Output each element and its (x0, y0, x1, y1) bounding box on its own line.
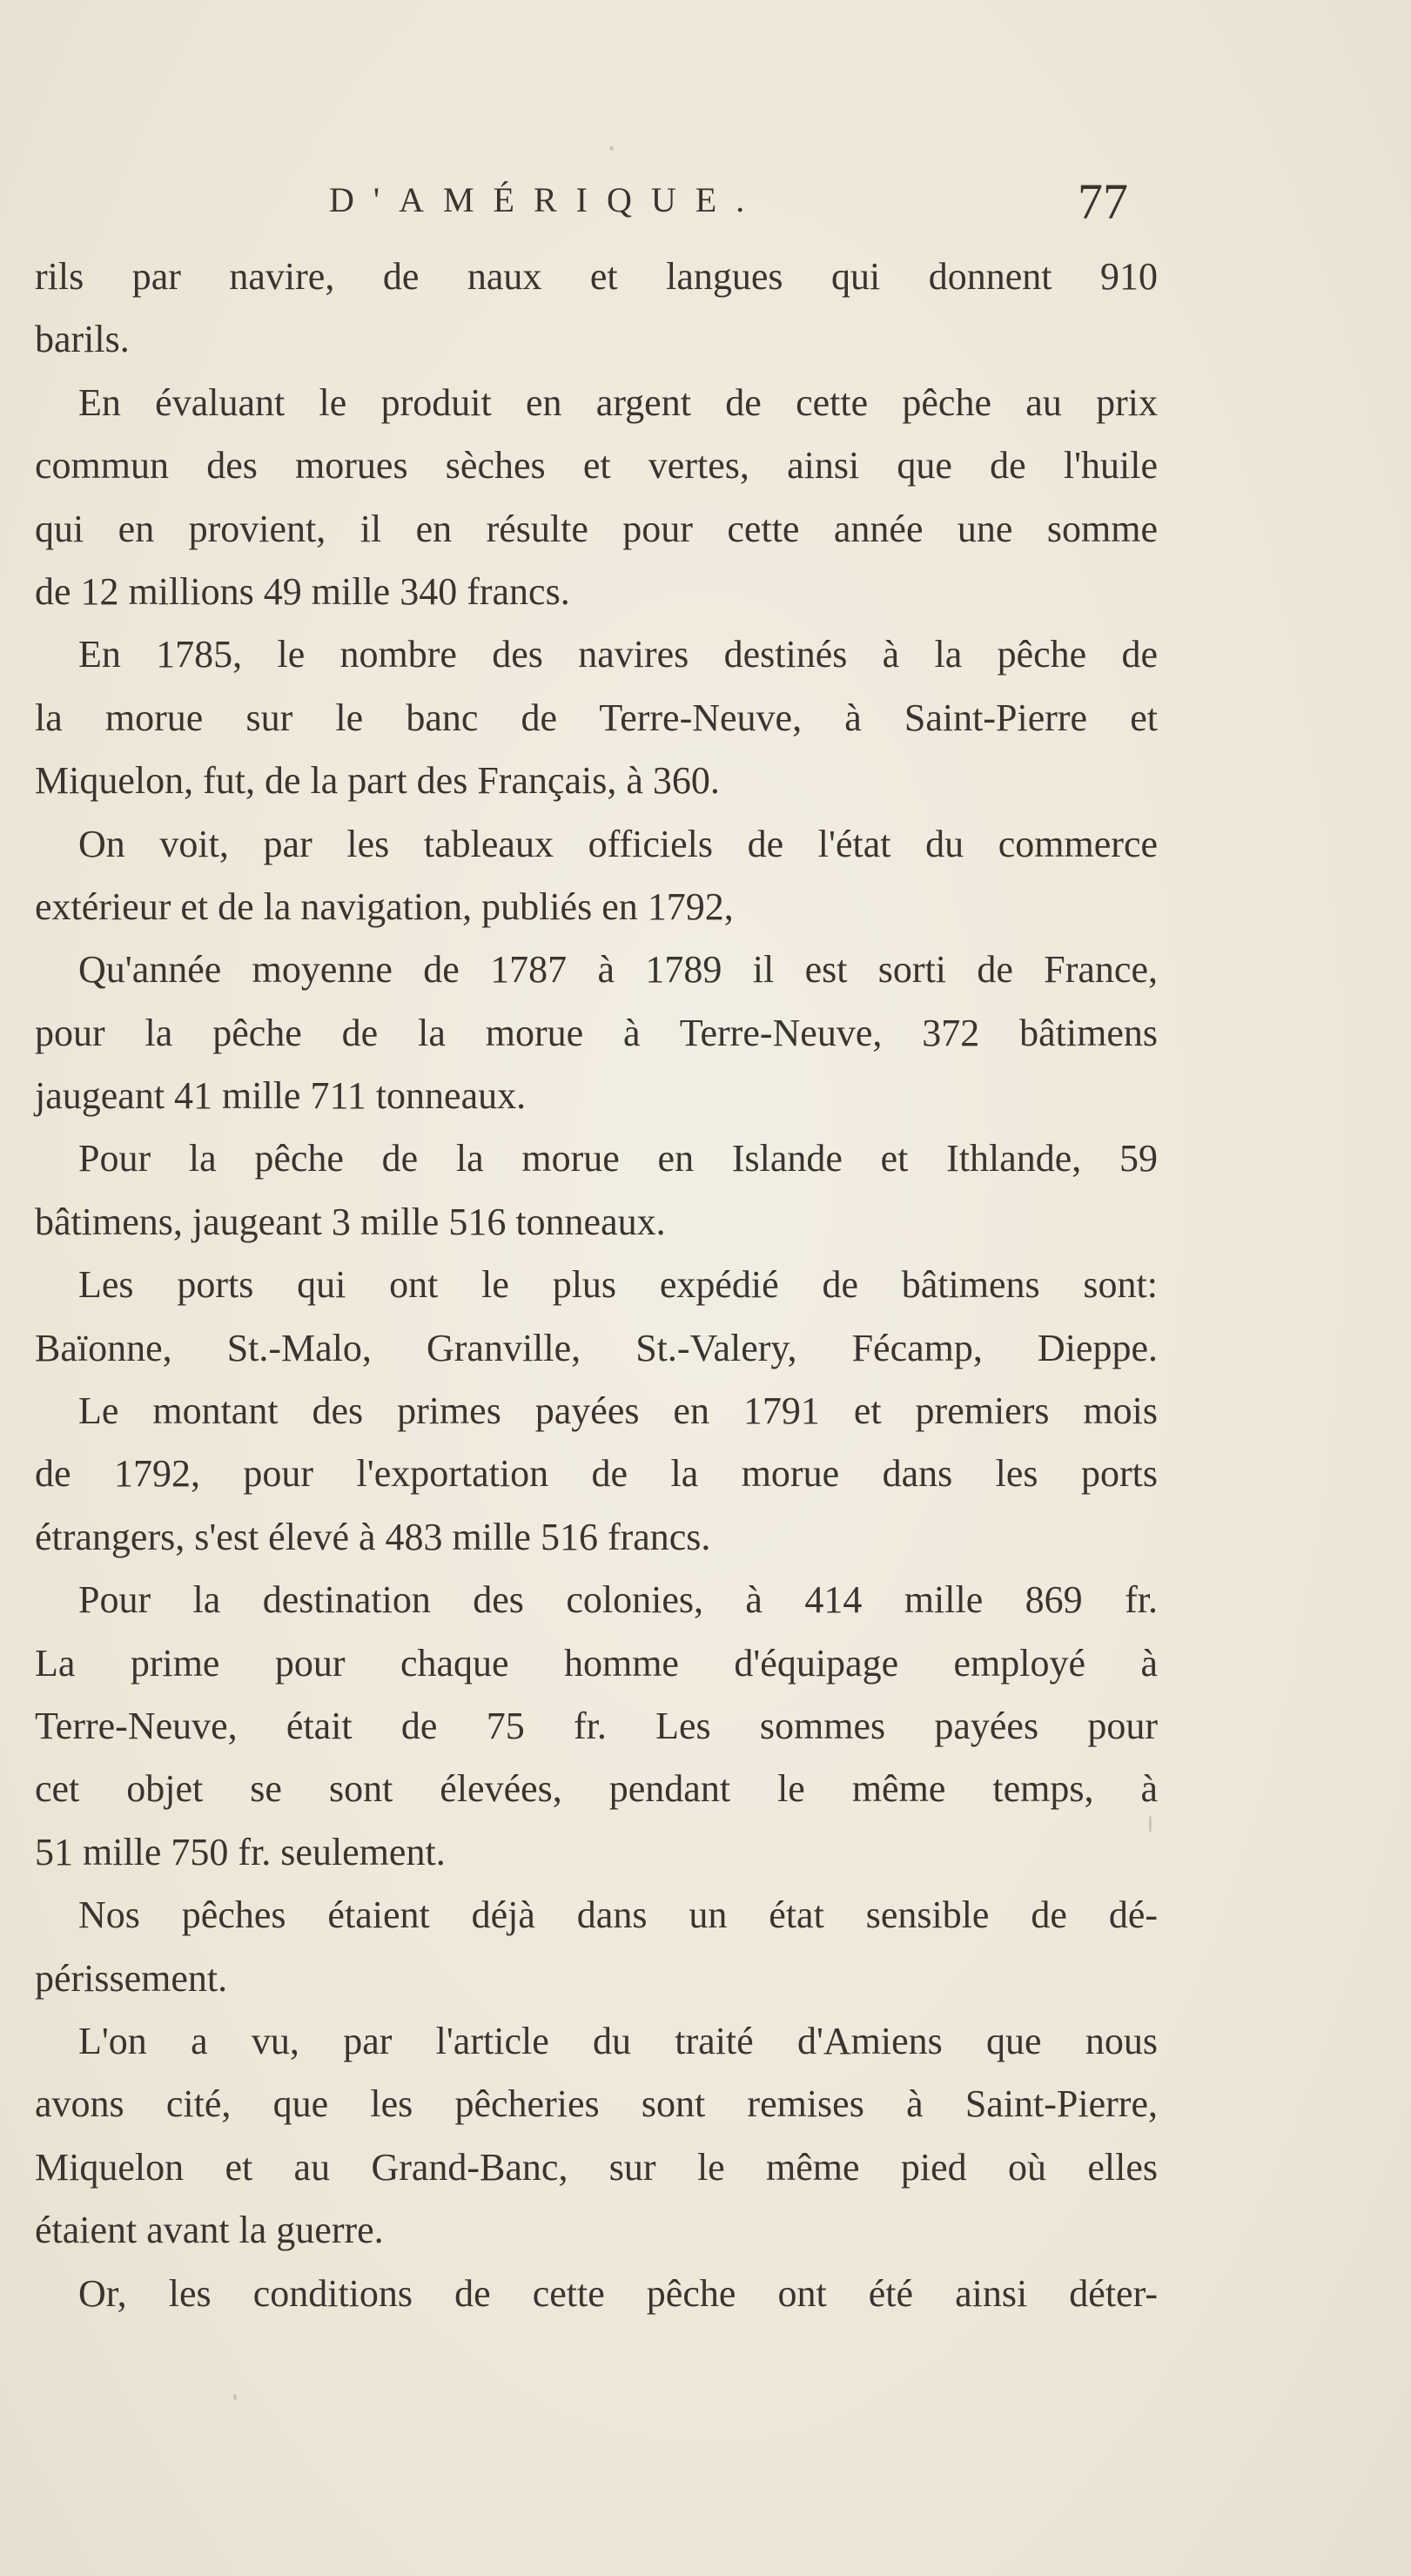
text-line: Le montant des primes payées en 1791 et premiers mois (78, 1389, 1158, 1433)
text-line: pour la pêche de la morue à Terre-Neuve, 372 bâtimens (35, 1011, 1158, 1054)
text-line: qui en provient, il en résulte pour cette année une somme (35, 507, 1158, 550)
text-line: extérieur et de la navigation, publiés en 1792, (35, 884, 734, 928)
text-line: Nos pêches étaient déjà dans un état sensible de dé- (78, 1893, 1158, 1937)
text-line: En évaluant le produit en argent de cette pêche au prix (78, 380, 1158, 424)
text-line: commun des morues sèches et vertes, ainsi que de l'huile (35, 444, 1158, 488)
paper-speck (233, 2394, 237, 2400)
text-line: étrangers, s'est élevé à 483 mille 516 francs. (35, 1515, 711, 1558)
page-header (0, 172, 1411, 233)
text-line: Terre-Neuve, était de 75 fr. Les sommes payées pour (35, 1704, 1158, 1747)
text-line: 51 mille 750 fr. seulement. (35, 1830, 446, 1873)
text-line: périssement. (35, 1956, 228, 2000)
text-line: Miquelon et au Grand-Banc, sur le même pied où elles (35, 2145, 1158, 2189)
text-line: avons cité, que les pêcheries sont remises à Saint-Pierre, (35, 2082, 1158, 2126)
text-line: rils par navire, de naux et langues qui donnent 910 (35, 255, 1158, 298)
text-line: L'on a vu, par l'article du traité d'Amiens que nous (78, 2019, 1158, 2062)
paper-speck (609, 146, 614, 151)
text-line: Qu'année moyenne de 1787 à 1789 il est sorti de France, (78, 948, 1158, 992)
paper-speck (1149, 1815, 1152, 1833)
text-line: bâtimens, jaugeant 3 mille 516 tonneaux. (35, 1200, 666, 1243)
text-line: Baïonne, St.-Malo, Granville, St.-Valery, Fécamp, Dieppe. (35, 1326, 1158, 1369)
text-line: barils. (35, 318, 130, 361)
text-line: Pour la pêche de la morue en Islande et Ithlande, 59 (78, 1137, 1158, 1180)
text-line: jaugeant 41 mille 711 tonneaux. (35, 1074, 527, 1118)
text-line: la morue sur le banc de Terre-Neuve, à Saint-Pierre et (35, 696, 1158, 739)
text-line: En 1785, le nombre des navires destinés à la pêche de (78, 633, 1158, 676)
text-line: de 12 millions 49 mille 340 francs. (35, 569, 570, 613)
text-line: La prime pour chaque homme d'équipage employé à (35, 1641, 1158, 1685)
text-line: de 1792, pour l'exportation de la morue dans les ports (35, 1452, 1158, 1496)
page-number: 77 (1078, 173, 1128, 230)
text-line: cet objet se sont élevées, pendant le même temps, à (35, 1767, 1158, 1811)
running-title: D'AMÉRIQUE. (329, 180, 764, 219)
text-line: étaient avant la guerre. (35, 2209, 384, 2252)
text-line: Miquelon, fut, de la part des Français, à 360. (35, 759, 720, 803)
text-line: Or, les conditions de cette pêche ont été ainsi déter- (78, 2271, 1158, 2315)
body-text (35, 245, 1158, 2325)
text-line: Les ports qui ont le plus expédié de bâtimens sont: (78, 1263, 1158, 1307)
text-line: On voit, par les tableaux officiels de l'état du commerce (78, 822, 1158, 865)
text-line: Pour la destination des colonies, à 414 mille 869 fr. (78, 1578, 1158, 1622)
